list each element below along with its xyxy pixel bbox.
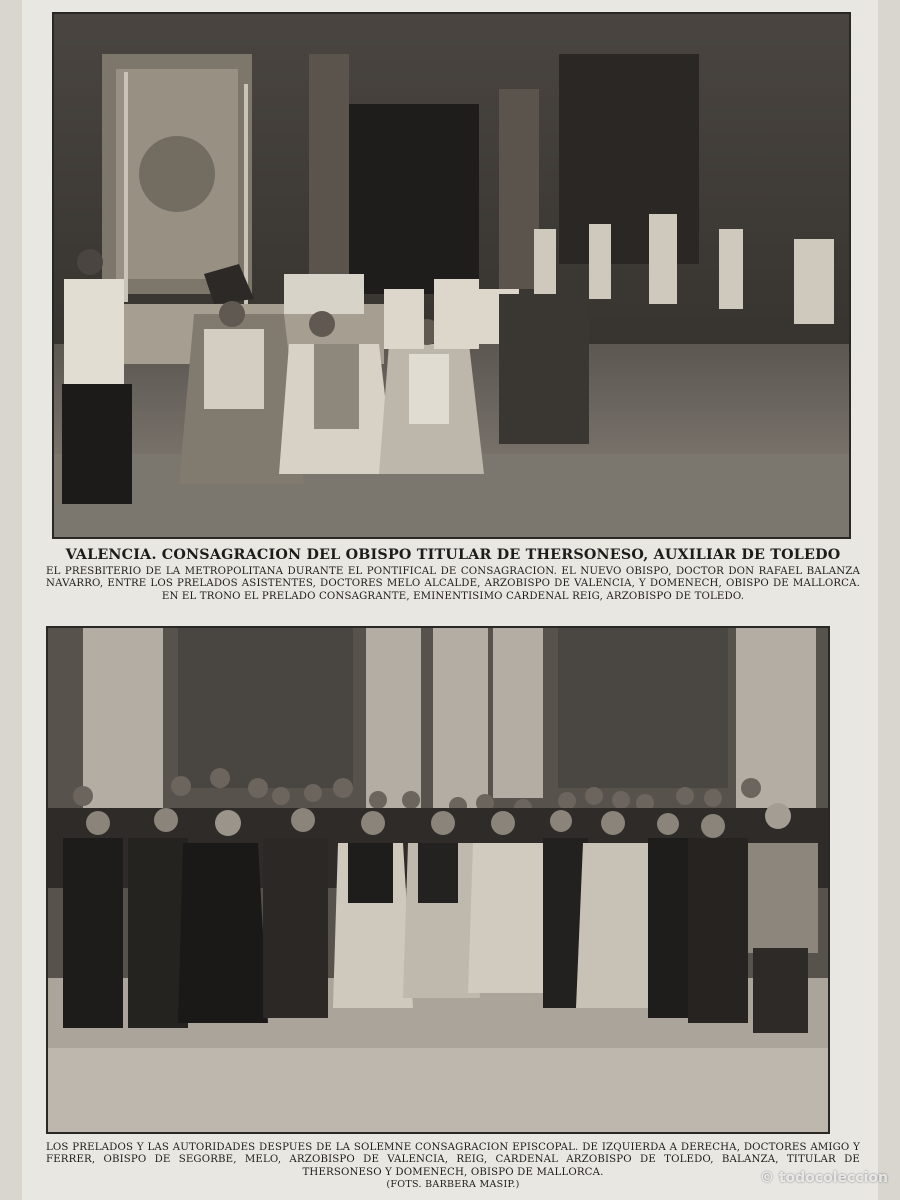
top-caption-text: EL PRESBITERIO DE LA METROPOLITANA DURANTE EL PONTIFICAL DE CONSAGRACION. EL NUEVO OBISPO, DOCTOR DON RAFAEL BALANZA NAVARRO, ENTRE LOS PRELADOS ASISTENTES, DOCTORES MELO ALCALDE, ARZOBISPO DE VALENCIA, Y DOMENECH, OBISPO DE MALLORCA. EN EL TRONO EL PRELADO CONSAGRANTE, EMINENTISIMO CARDENAL REIG, ARZOBISPO DE TOLEDO.	[46, 566, 860, 602]
group-portrait-photo	[46, 626, 830, 1134]
top-caption-title: VALENCIA. CONSAGRACION DEL OBISPO TITULAR DE THERSONESO, AUXILIAR DE TOLEDO	[65, 547, 841, 563]
watermark-logo: © todocoleccion	[759, 1170, 888, 1186]
consecration-photo-image	[54, 14, 849, 537]
bottom-caption-text: LOS PRELADOS Y LAS AUTORIDADES DESPUES DE LA SOLEMNE CONSAGRACION EPISCOPAL. DE IZQUIERDA A DERECHA, DOCTORES AMIGO Y FERRER, OBISPO DE SEGORBE, MELO, ARZOBISPO DE VALENCIA, REIG, CARDENAL ARZOBISPO DE TOLEDO, BALANZA, TITULAR DE THERSONESO Y DOMENECH, OBISPO DE MALLORCA.	[46, 1142, 860, 1178]
photo-credit: (FOTS. BARBERA MASIP.)	[386, 1179, 520, 1190]
group-portrait-image	[48, 628, 828, 1132]
magazine-page	[22, 0, 878, 1200]
consecration-photo	[52, 12, 851, 539]
